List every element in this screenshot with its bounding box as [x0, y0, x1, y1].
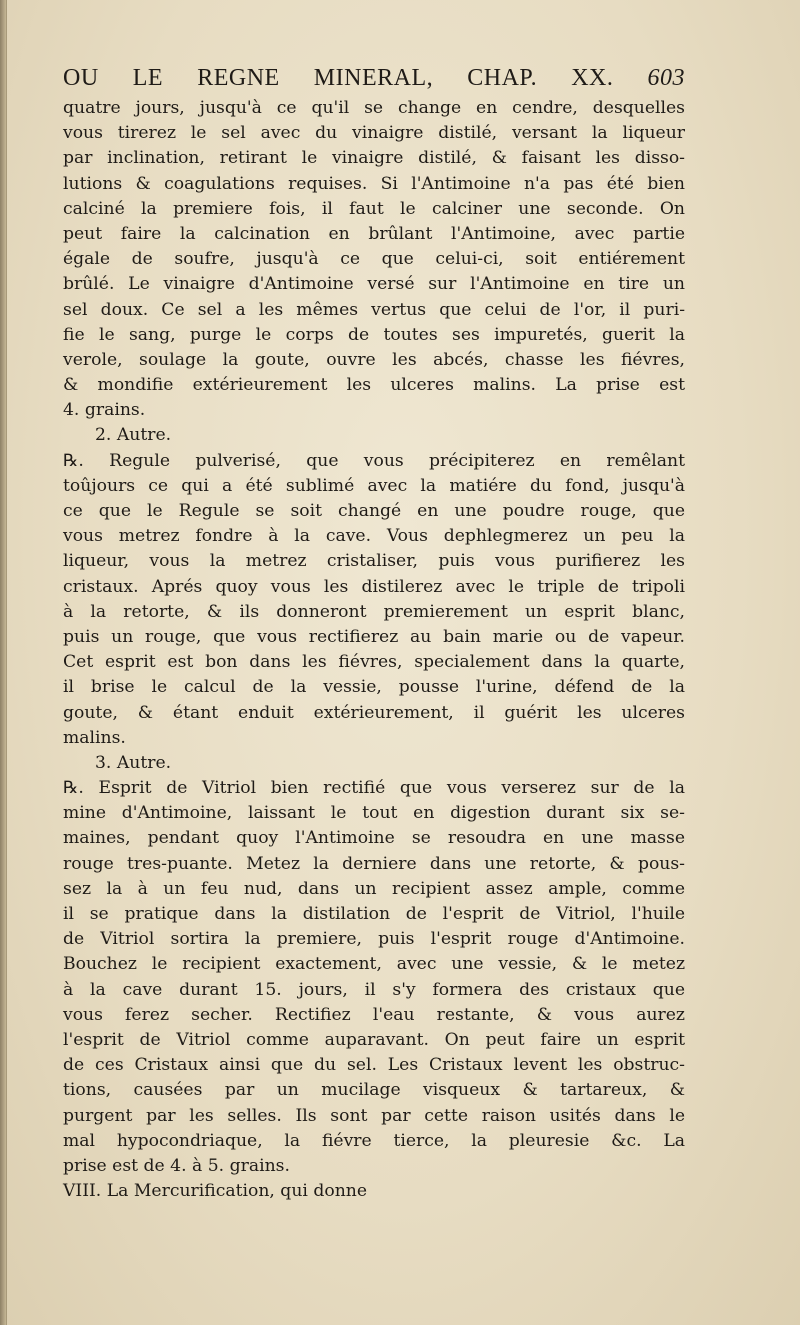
text-line: mine d'Antimoine, laissant le tout en digestion durant six se- — [63, 803, 685, 824]
text-line: fie le sang, purge le corps de toutes ses impuretés, guerit la — [63, 324, 685, 345]
text-line: par inclination, retirant le vinaigre distilé, & faisant les disso- — [63, 148, 685, 169]
text-line: verole, soulage la goute, ouvre les abcés, chasse les fiévres, — [63, 349, 685, 370]
text-line: prise est de 4. à 5. grains. — [63, 1155, 290, 1176]
text-line: malins. — [63, 727, 126, 748]
text-line: de Vitriol sortira la premiere, puis l'esprit rouge d'Antimoine. — [63, 929, 685, 950]
text-line: 4. grains. — [63, 400, 146, 421]
page-number: 603 — [647, 65, 686, 91]
text-line: ce que le Regule se soit changé en une poudre rouge, que — [63, 501, 685, 521]
text-line: vous tirerez le sel avec du vinaigre distilé, versant la liqueur — [63, 123, 685, 144]
text-line: 3. Autre. — [95, 752, 172, 773]
text-line: toûjours ce qui a été sublimé avec la matiére du fond, jusqu'à — [63, 475, 685, 496]
text-line: Cet esprit est bon dans les fiévres, specialement dans la quarte, — [63, 652, 685, 673]
running-header — [63, 60, 685, 96]
text-line: peut faire la calcination en brûlant l'Antimoine, avec partie — [63, 223, 685, 244]
text-line: & mondifie extérieurement les ulceres malins. La prise est — [63, 375, 685, 396]
text-line: sez la à un feu nud, dans un recipient assez ample, comme — [63, 878, 685, 899]
text-line: cristaux. Aprés quoy vous les distilerez avec le triple de tripoli — [63, 576, 685, 597]
text-line: à la retorte, & ils donneront premierement un esprit blanc, — [63, 601, 685, 622]
body-text — [63, 96, 685, 1204]
text-line: liqueur, vous la metrez cristaliser, puis vous purifierez les — [63, 551, 685, 572]
text-line: vous metrez fondre à la cave. Vous dephlegmerez un peu la — [63, 526, 685, 547]
book-page — [6, 0, 800, 1325]
text-line: goute, & étant enduit extérieurement, il guérit les ulceres — [63, 702, 685, 723]
text-line: Bouchez le recipient exactement, avec une vessie, & le metez — [63, 954, 685, 975]
header-title: OU LE REGNE MINERAL, CHAP. XX. — [63, 65, 614, 91]
text-line: il se pratique dans la distilation de l'esprit de Vitriol, l'huile — [63, 904, 685, 924]
text-line: ℞. Esprit de Vitriol bien rectifié que vous verserez sur de la — [63, 778, 685, 799]
text-line: rouge tres-puante. Metez la derniere dans une retorte, & pous- — [63, 853, 685, 874]
text-line: tions, causées par un mucilage visqueux & tartareux, & — [63, 1080, 685, 1101]
text-line: l'esprit de Vitriol comme auparavant. On peut faire un esprit — [63, 1029, 685, 1050]
text-line: ℞. Regule pulverisé, que vous précipiterez en remêlant — [63, 450, 685, 471]
text-line: maines, pendant quoy l'Antimoine se resoudra en une masse — [63, 828, 685, 849]
text-line: calciné la premiere fois, il faut le calciner une seconde. On — [63, 198, 685, 219]
text-line: mal hypocondriaque, la fiévre tierce, la pleuresie &c. La — [63, 1130, 685, 1151]
text-line: à la cave durant 15. jours, il s'y formera des cristaux que — [63, 979, 685, 1000]
text-line: il brise le calcul de la vessie, pousse l'urine, défend de la — [63, 677, 685, 698]
text-line: brûlé. Le vinaigre d'Antimoine versé sur l'Antimoine en tire un — [63, 274, 685, 295]
text-line: puis un rouge, que vous rectifierez au bain marie ou de vapeur. — [63, 626, 685, 647]
text-line: 2. Autre. — [95, 425, 172, 446]
text-line: quatre jours, jusqu'à ce qu'il se change en cendre, desquelles — [63, 98, 685, 118]
text-line: de ces Cristaux ainsi que du sel. Les Cristaux levent les obstruc- — [63, 1055, 685, 1076]
text-line: purgent par les selles. Ils sont par cette raison usités dans le — [63, 1105, 685, 1126]
text-line: VIII. La Mercurification, qui donne — [63, 1181, 368, 1202]
text-line: vous ferez secher. Rectifiez l'eau restante, & vous aurez — [63, 1004, 685, 1025]
page-text — [63, 60, 685, 1204]
text-line: égale de soufre, jusqu'à ce que celui-ci, soit entiérement — [63, 249, 685, 270]
text-line: lutions & coagulations requises. Si l'Antimoine n'a pas été bien — [63, 173, 685, 194]
text-line: sel doux. Ce sel a les mêmes vertus que celui de l'or, il puri- — [63, 299, 685, 320]
